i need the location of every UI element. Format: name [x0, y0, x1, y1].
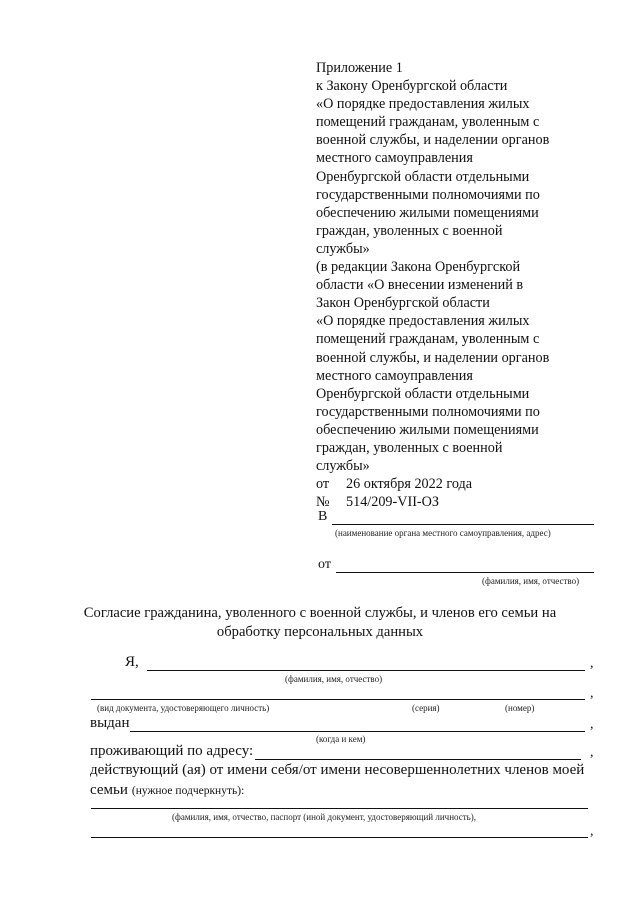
law-number	[316, 493, 549, 511]
appendix-header	[316, 59, 549, 511]
address-field[interactable]	[255, 759, 581, 760]
from-caption: (фамилия, имя, отчество)	[482, 576, 580, 586]
family-line	[90, 781, 244, 799]
address-label: проживающий по адресу:	[90, 743, 254, 759]
underline-note: (нужное подчеркнуть):	[131, 785, 245, 797]
appendix-line: Закон Оренбургской области	[316, 295, 490, 312]
appendix-line: Приложение 1	[316, 60, 403, 76]
to-caption: (наименование органа местного самоуправления, адрес)	[335, 528, 551, 538]
document-field[interactable]	[91, 699, 585, 700]
appendix-line: государственными полномочиями по	[316, 186, 540, 203]
number-caption: (номер)	[505, 703, 535, 713]
law-date	[316, 475, 549, 493]
document-type-caption: (вид документа, удостоверяющего личность)	[97, 703, 270, 713]
appendix-line: местного самоуправления	[316, 367, 473, 384]
appendix-line: «О порядке предоставления жилых	[316, 313, 530, 330]
to-label: В	[318, 509, 328, 524]
appendix-line: области «О внесении изменений в	[316, 277, 524, 294]
number-prefix: №	[316, 494, 330, 511]
i-label: Я,	[125, 654, 139, 670]
appendix-line: Оренбургской области отдельными	[316, 168, 530, 185]
fio-caption: (фамилия, имя, отчество)	[285, 674, 383, 684]
fio-comma: ,	[590, 656, 594, 671]
acting-text: действующий (ая) от имени себя/от имени несовершеннолетних членов моей	[90, 762, 585, 778]
appendix-line: к Закону Оренбургской области	[316, 78, 508, 95]
appendix-line: граждан, уволенных с военной	[316, 222, 503, 239]
appendix-line: местного самоуправления	[316, 150, 473, 167]
family-member-field-2[interactable]	[91, 837, 588, 838]
appendix-line: военной службы, и наделении органов	[316, 349, 550, 366]
document-title: Согласие гражданина, уволенного с военной службы, и членов его семьи на	[83, 605, 557, 621]
appendix-line: государственными полномочиями по	[316, 403, 540, 420]
number-value: 514/209-VII-ОЗ	[346, 494, 440, 511]
appendix-line: службы»	[316, 458, 370, 475]
family-caption: (фамилия, имя, отчество, паспорт (иной документ, удостоверяющий личность),	[172, 812, 477, 822]
appendix-line: обеспечению жилыми помещениями	[316, 204, 539, 221]
issued-field[interactable]	[130, 731, 585, 732]
appendix-line: (в редакции Закона Оренбургской	[316, 259, 521, 276]
appendix-line: помещений гражданам, уволенным с	[316, 114, 540, 131]
fio-field[interactable]	[147, 670, 585, 671]
issued-label: выдан	[90, 715, 130, 731]
to-field[interactable]	[332, 524, 594, 525]
document-comma: ,	[590, 686, 594, 701]
appendix-line: граждан, уволенных с военной	[316, 439, 503, 456]
family-member-field[interactable]	[91, 808, 588, 809]
document-title-line2: обработку персональных данных	[216, 624, 424, 640]
from-field[interactable]	[336, 572, 594, 573]
date-prefix: от	[316, 476, 330, 493]
appendix-line: «О порядке предоставления жилых	[316, 96, 530, 113]
family-word: семьи	[90, 782, 128, 798]
appendix-line: Оренбургской области отдельными	[316, 385, 530, 402]
family-comma: ,	[590, 824, 594, 839]
address-comma: ,	[590, 745, 594, 760]
from-label: от	[318, 557, 331, 572]
series-caption: (серия)	[412, 703, 440, 713]
date-value: 26 октября 2022 года	[346, 476, 473, 493]
issued-caption: (когда и кем)	[316, 734, 366, 744]
appendix-line: помещений гражданам, уволенным с	[316, 331, 540, 348]
appendix-line: военной службы, и наделении органов	[316, 132, 550, 149]
appendix-line: обеспечению жилыми помещениями	[316, 421, 539, 438]
issued-comma: ,	[590, 717, 594, 732]
appendix-line: службы»	[316, 240, 370, 257]
